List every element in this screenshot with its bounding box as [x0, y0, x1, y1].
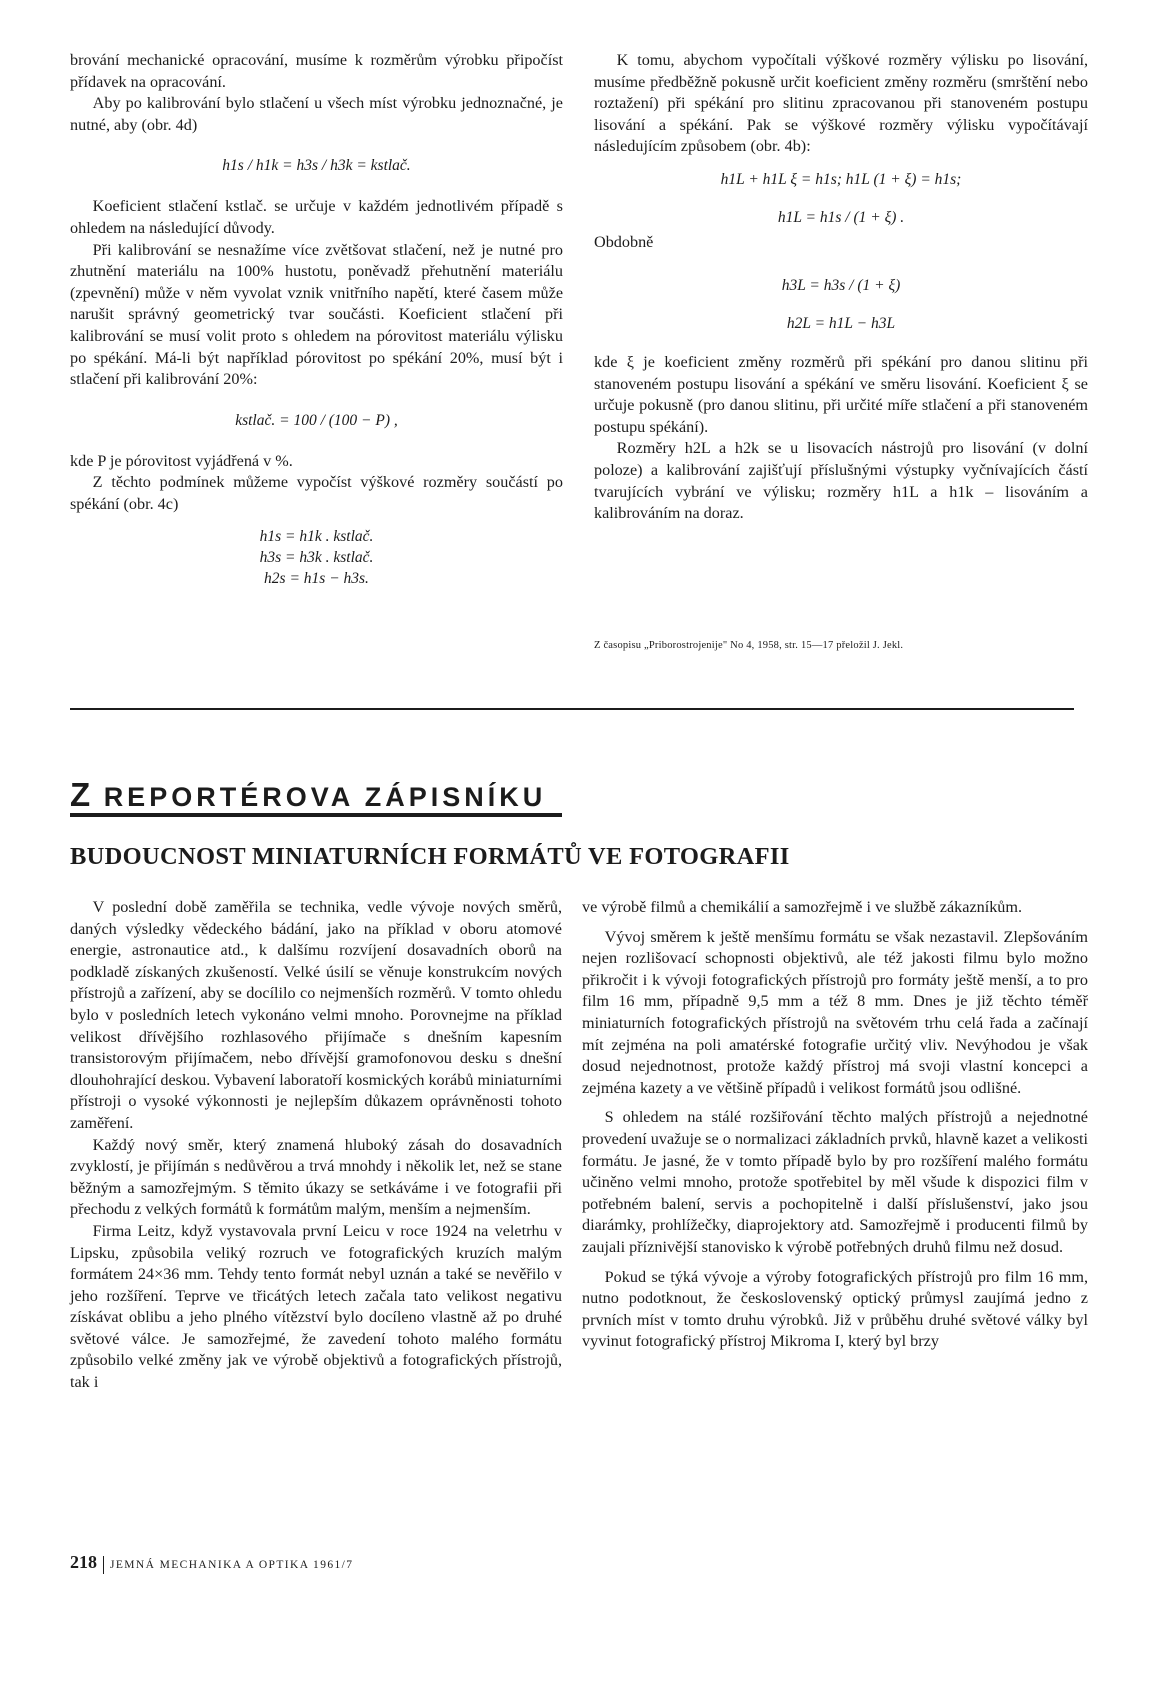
equation [70, 526, 563, 589]
equation: h1s / h1k = h3s / h3k = kstlač. [222, 157, 411, 175]
paragraph: Vývoj směrem k ještě menšímu formátu se však nezastavil. Zlepšováním nejen rozlišovací schopnosti objektivů, ale též jakosti filmu bylo možno přikročit i k vývoji fotografických přístrojů pro formáty ještě menší, a to pro film 16 mm, případně 9,5 mm a též 8 mm. Dnes je již těchto téměř miniaturních fotografických přístrojů na světovém trhu celá řada a začínají mít zejména na poli amatérské fotografie určitý vliv. Nevýhodou je však dosud nejednotnost, protože každý přístroj má svoji vlastní koncepci a zejména kazety a ve většině případů i velikost formátů jsou odlišné. [582, 927, 1088, 1097]
paragraph: Koeficient stlačení kstlač. se určuje v každém jednotlivém případě s ohledem na následující důvody. [70, 197, 563, 237]
paragraph: Rozměry h2L a h2k se u lisovacích nástrojů pro lisování (v dolní poloze) a kalibrování zajišťují příslušnými výstupky vyčnívajících částí tvarujících vybrání ve výlisku; rozměry h1L a h1k – lisováním a kalibrováním na doraz. [594, 439, 1088, 523]
equation: kstlač. = 100 / (100 − P) , [235, 411, 398, 429]
footer-divider [103, 1556, 104, 1574]
article-left-column [70, 897, 562, 1394]
paragraph: ve výrobě filmů a chemikálií a samozřejmě i ve službě zákazníkům. [582, 898, 1023, 916]
equation-line: h2s = h1s − h3s. [264, 569, 369, 587]
section-title-initial: Z [70, 776, 93, 813]
paragraph: kde ξ je koeficient změny rozměrů při spékání pro danou slitinu při stanoveném postupu lisování a spékání ve směru lisování. Koeficient ξ se určuje pokusně (pro danou slitinu, při určité míře stlačení a při stanoveném postupu spékání). [594, 352, 1088, 436]
paragraph: Každý nový směr, který znamená hluboký zásah do dosavadních zvyklostí, je přijímán s nedůvěrou a trvá mnohdy i několik let, než se stane běžným a samozřejmým. S těmito úkazy se setkáváme i ve fotografii při přechodu z velkých formátů k formátům malým, menším a nejmenším. [70, 1135, 562, 1219]
top-left-column [70, 50, 563, 595]
paragraph: S ohledem na stálé rozšiřování těchto malých přístrojů a nejednotné provedení uvažuje se o normalizaci základních prvků, hlavně kazet a velikosti formátu. Je jasné, že v tomto případě bylo by pro rozšíření malého formátu učiněno velmi mnoho, protože spotřebitel by měl všude k dispozici film v potřebném balení, servis a pochopitelně i další příslušenství, jako jsou diarámky, prohlížečky, diaprojektory atd. Samozřejmě i producenti filmů by zaujali příznivější stanovisko k výrobě potřebných druhů filmu než dosud. [582, 1108, 1088, 1256]
paragraph: Z těchto podmínek můžeme vypočíst výškové rozměry součástí po spékání (obr. 4c) [70, 473, 563, 513]
horizontal-rule [70, 708, 1074, 710]
article-right-column [582, 897, 1088, 1353]
paragraph: Firma Leitz, když vystavovala první Leicu v roce 1924 na veletrhu v Lipsku, způsobila veliký rozruch ve fotografických kruzích malým formátem 24×36 mm. Tehdy tento formát nebyl uznán a také se nevěřilo v jeho rozšíření. Teprve ve třicátých letech začala tato velikost negativu získávat oblibu a jeho plného vítězství bylo docíleno vlastně až po druhé světové válce. Je samozřejmé, že zavedení tohoto malého formátu způsobilo velké změny jak ve výrobě objektivů a fotografických přístrojů, tak i [70, 1221, 562, 1392]
paragraph: V poslední době zaměřila se technika, vedle vývoje nových směrů, daných výsledky vědeckého bádání, jako na příklad v oboru atomové energie, astronautice atd., k dalšímu rozvíjení dosavadních oborů na podkladě získaných zkušeností. Velké úsilí se věnuje konstrukcím nových přístrojů a zařízení, aby se docílilo co nejmenších rozměrů. V tomto ohledu bylo v posledních letech vykonáno velmi mnoho. Porovnejme na příklad velikost dřívějšího rozhlasového přijímače s dnešním kapesním transistorovým přijímačem, nebo dřívější gramofonovou desku s dnešní dlouhohrající deskou. Vybavení laboratoří kosmických korábů miniaturními přístroji o vysoké výkonnosti je nejlepším důkazem oprávněnosti tohoto zaměření. [70, 898, 562, 1132]
equation: h1L + h1L ξ = h1s; h1L (1 + ξ) = h1s; [720, 170, 962, 188]
obdobne-label: Obdobně [594, 232, 654, 251]
paragraph: brování mechanické opracování, musíme k rozměrům výrobku připočíst přídavek na opracování. [70, 51, 563, 91]
section-underline [70, 813, 562, 817]
paragraph: Při kalibrování se nesnažíme více zvětšovat stlačení, než je nutné pro zhutnění materiálu na 100% hustotu, poněvadž přehutnění materiálu (zpevnění) může v něm vyvolat vznik vnitřního napětí, které časem může narušit správný geometrický tvar součásti. Koeficient stlačení při kalibrování se musí volit proto s ohledem na pórovitost materiálu výlisku po spékání. Má-li být například pórovitost po spékání 20%, musí být i stlačení při kalibrování 20%: [70, 240, 563, 389]
article-headline: BUDOUCNOST MINIATURNÍCH FORMÁTŮ VE FOTOGRAFII [70, 843, 790, 870]
section-title-text: REPORTÉROVA ZÁPISNÍKU [103, 782, 547, 812]
paragraph: Pokud se týká vývoje a výroby fotografických přístrojů pro film 16 mm, nutno podotknout, že československý optický průmysl zaujímá jedno z prvních míst v tomto druhu výrobků. Již v průběhu druhé světové války byl vyvinut fotografický přístroj Mikroma I, který byl brzy [582, 1267, 1088, 1351]
equation-line: h3s = h3k . kstlač. [259, 548, 374, 566]
paragraph: K tomu, abychom vypočítali výškové rozměry výlisku po lisování, musíme předběžně pokusně určit koeficient změny rozměru (smrštění nebo roztažení) při spékání pro slitinu zpracovanou při stanoveném postupu lisování a spékání. Pak se výškové rozměry výlisku vypočítávají následujícím způsobem (obr. 4b): [594, 51, 1088, 156]
equation: h1L = h1s / (1 + ξ) . [777, 208, 905, 226]
paragraph: Aby po kalibrování bylo stlačení u všech míst výrobku jednoznačné, je nutné, aby (obr. 4d) [70, 94, 563, 134]
section-title [70, 776, 546, 814]
equation-line: h1s = h1k . kstlač. [259, 527, 374, 545]
equation: h3L = h3s / (1 + ξ) [781, 276, 901, 294]
page-footer [70, 1552, 353, 1574]
paragraph: kde P je pórovitost vyjádřená v %. [70, 451, 293, 470]
top-right-column [594, 50, 1088, 525]
page-number: 218 [70, 1552, 97, 1572]
equation: h2L = h1L − h3L [786, 314, 896, 332]
footnote: Z časopisu „Priborostrojenije" No 4, 1958, str. 15—17 přeložil J. Jekl. [594, 640, 904, 651]
journal-name: JEMNÁ MECHANIKA A OPTIKA 1961/7 [110, 1559, 354, 1571]
